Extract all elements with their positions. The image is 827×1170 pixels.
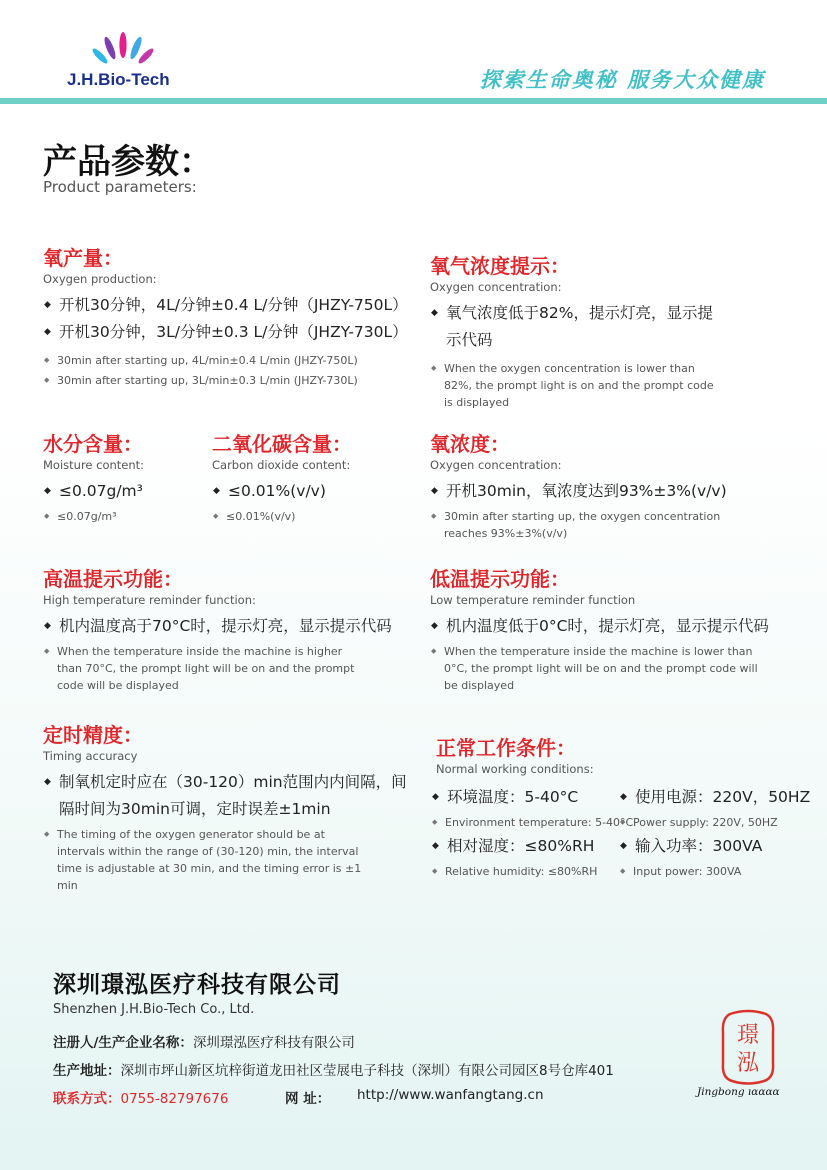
- company-name-cn: 深圳璟泓医疗科技有限公司: [53, 972, 341, 998]
- section-title: 正常工作条件：: [436, 736, 576, 760]
- section-subtitle: High temperature reminder function:: [43, 593, 256, 607]
- section-title: 氧气浓度提示：: [430, 254, 570, 278]
- spec-item: ◆ 机内温度低于0°C时，提示灯亮，显示提示代码: [430, 613, 800, 640]
- section-subtitle: Moisture content:: [43, 458, 145, 472]
- spec-item: ◆ 开机30分钟，4L/分钟±0.4 L/分钟（JHZY-750L）: [43, 292, 423, 319]
- section-low-temperature: [430, 566, 800, 694]
- spec-note: ◆ The timing of the oxygen generator should be at intervals within the range of (30-120) min, the interval time is adjustable at 30 min, and the timing error is ±1 min: [43, 826, 362, 894]
- section-title: 低温提示功能：: [430, 567, 570, 591]
- website-label: 网 址：: [285, 1091, 331, 1107]
- spec-note: ◆ ≤0.01%(v/v): [212, 508, 422, 525]
- spec-item: ◆ 使用电源：220V，50HZ: [619, 784, 809, 811]
- logo-text: J.H.Bio-Tech: [67, 70, 170, 89]
- section-title: 氧浓度：: [430, 432, 510, 456]
- spec-item: ◆ 相对湿度：≤80%RH: [431, 833, 626, 860]
- registrant-value: 深圳璟泓医疗科技有限公司: [192, 1035, 355, 1051]
- svg-text:泓: 泓: [736, 1051, 760, 1076]
- spec-note: ◆ 30min after starting up, 3L/min±0.3 L/min (JHZY-730L): [43, 372, 423, 389]
- spec-note: ◆ 30min after starting up, the oxygen concentration reaches 93%±3%(v/v): [430, 508, 744, 542]
- page-subtitle: Product parameters:: [43, 178, 197, 196]
- spec-note: ◆ Input power: 300VA: [619, 863, 809, 880]
- section-subtitle: Low temperature reminder function: [430, 593, 636, 607]
- section-title: 氧产量：: [43, 246, 123, 270]
- registrant-line: [53, 1031, 355, 1051]
- spec-item: ◆ 开机30min，氧浓度达到93%±3%(v/v): [430, 478, 800, 505]
- spec-note: ◆ When the temperature inside the machine is lower than 0°C, the prompt light will be on and the prompt code will be displayed: [430, 643, 764, 694]
- section-working-conditions: [436, 735, 806, 782]
- spec-item: ◆ 输入功率：300VA: [619, 833, 809, 860]
- condition-power: [619, 784, 809, 831]
- spec-item: ◆ 环境温度：5-40°C: [431, 784, 626, 811]
- section-title: 高温提示功能：: [43, 567, 183, 591]
- registrant-label: 注册人/生产企业名称：: [53, 1035, 193, 1051]
- page-title: 产品参数：: [43, 142, 213, 182]
- spec-note: ◆ 30min after starting up, 4L/min±0.4 L/min (JHZY-750L): [43, 352, 423, 369]
- section-timing-accuracy: [43, 722, 413, 894]
- condition-input-power: [619, 833, 809, 880]
- contact-label: 联系方式：: [53, 1091, 121, 1107]
- section-subtitle: Oxygen concentration:: [430, 458, 562, 472]
- condition-humidity: [431, 833, 626, 880]
- address-label: 生产地址：: [53, 1063, 121, 1079]
- contact-line: [53, 1087, 228, 1107]
- spec-item: ◆ 制氧机定时应在（30-120）min范围内内间隔，间隔时间为30min可调，定时误差±1min: [43, 769, 414, 823]
- spec-item: ◆ 氧气浓度低于82%，提示灯亮，显示提示代码: [430, 300, 718, 354]
- section-subtitle: Oxygen production:: [43, 272, 157, 286]
- section-subtitle: Normal working conditions:: [436, 762, 594, 776]
- section-oxygen-production: [43, 245, 423, 389]
- section-moisture: [43, 431, 208, 525]
- contact-value: 0755-82797676: [120, 1091, 229, 1107]
- spec-note: ◆ Environment temperature: 5-40°C: [431, 814, 626, 831]
- seal-caption: Jingbong ıɑɑɑɑ: [697, 1086, 780, 1098]
- section-title: 定时精度：: [43, 723, 143, 747]
- section-oxygen-concentration-prompt: [430, 253, 720, 411]
- address-line: [53, 1059, 614, 1079]
- spec-item: ◆ ≤0.01%(v/v): [212, 478, 422, 505]
- section-subtitle: Carbon dioxide content:: [212, 458, 351, 472]
- section-oxygen-concentration: [430, 431, 800, 542]
- spec-item: ◆ 机内温度高于70°C时，提示灯亮，显示提示代码: [43, 613, 423, 640]
- svg-text:璟: 璟: [736, 1023, 760, 1048]
- spec-item: ◆ ≤0.07g/m³: [43, 478, 208, 505]
- spec-note: ◆ Power supply: 220V, 50HZ: [619, 814, 809, 831]
- section-title: 水分含量：: [43, 432, 143, 456]
- section-high-temperature: [43, 566, 423, 694]
- slogan: 探索生命奥秘 服务大众健康: [479, 67, 765, 92]
- website-link[interactable]: http://www.wanfangtang.cn: [357, 1087, 544, 1103]
- condition-env-temp: [431, 784, 634, 831]
- spec-note: ◆ ≤0.07g/m³: [43, 508, 208, 525]
- spec-note: ◆ Relative humidity: ≤80%RH: [431, 863, 626, 880]
- header-divider: [0, 98, 827, 104]
- spec-item: ◆ 开机30分钟，3L/分钟±0.3 L/分钟（JHZY-730L）: [43, 319, 423, 346]
- seal-stamp-icon: [718, 1008, 778, 1086]
- section-title: 二氧化碳含量：: [212, 432, 352, 456]
- company-name-en: Shenzhen J.H.Bio-Tech Co., Ltd.: [53, 1002, 255, 1017]
- spec-note: ◆ When the temperature inside the machine is higher than 70°C, the prompt light will be on and the prompt code will be displayed: [43, 643, 357, 694]
- spec-note: ◆ When the oxygen concentration is lower than 82%, the prompt light is on and the prompt code is displayed: [430, 360, 720, 411]
- address-value: 深圳市坪山新区坑梓街道龙田社区莹展电子科技（深圳）有限公司园区8号仓库401: [120, 1063, 614, 1079]
- section-carbon-dioxide: [212, 431, 422, 525]
- section-subtitle: Oxygen concentration:: [430, 280, 562, 294]
- section-subtitle: Timing accuracy: [43, 749, 138, 763]
- logo-splash-icon: [88, 30, 158, 74]
